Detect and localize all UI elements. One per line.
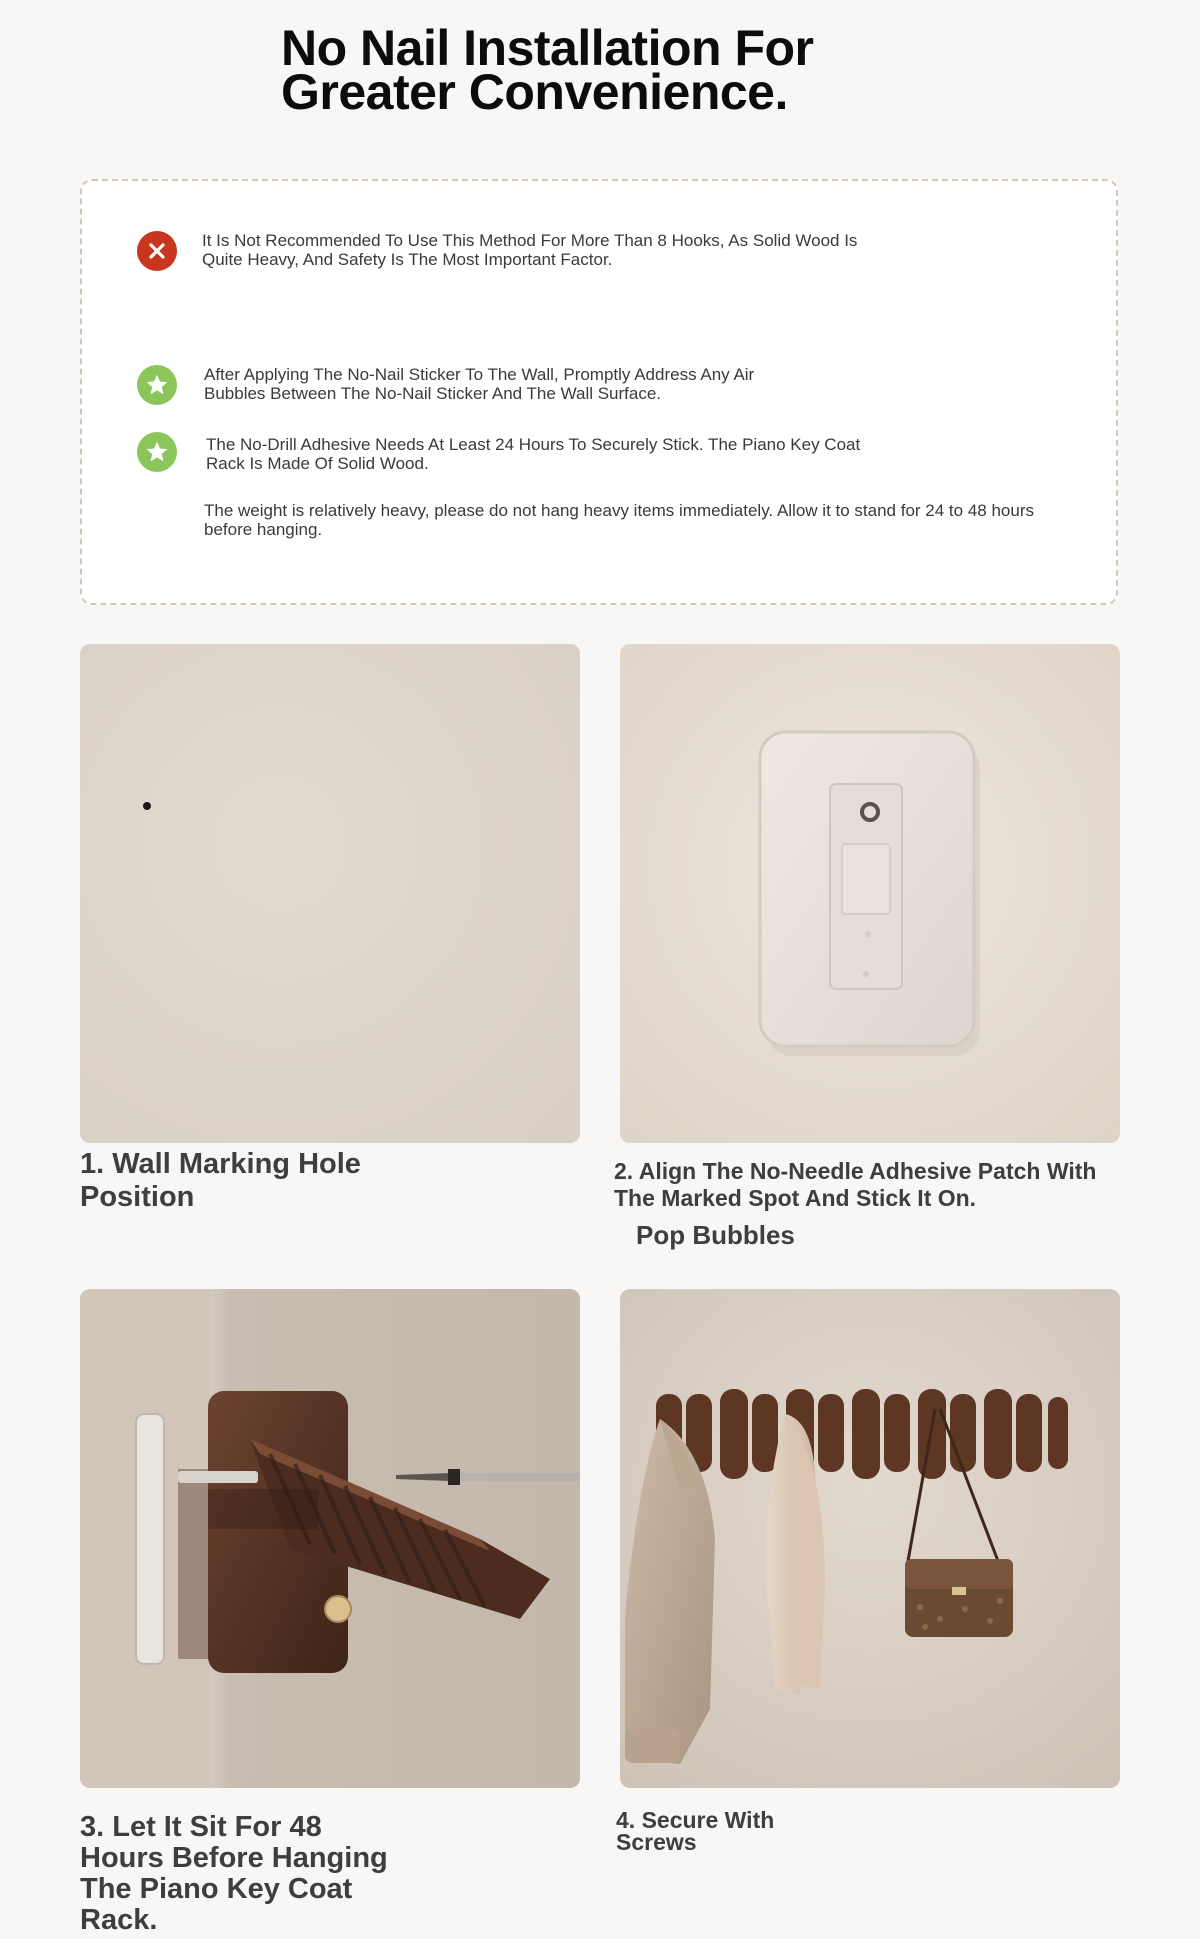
step-2-caption: 2. Align The No-Needle Adhesive Patch With The Marked Spot And Stick It On. (614, 1158, 1097, 1211)
page-title: No Nail Installation For Greater Convenience. (281, 20, 814, 120)
step-4-caption: 4. Secure With Screws (616, 1807, 775, 1855)
close-icon (137, 231, 177, 271)
step-1-caption: 1. Wall Marking Hole Position (80, 1148, 361, 1213)
installation-notice-box (80, 179, 1118, 605)
tip-text-2: The No-Drill Adhesive Needs At Least 24 Hours To Securely Stick. The Piano Key Coat Rack Is Made Of Solid Wood. (206, 435, 861, 473)
step-1-image (80, 644, 580, 1143)
wall-mark-dot (143, 802, 151, 810)
step-4-image (620, 1289, 1120, 1788)
step-3-image (80, 1289, 580, 1788)
tip-text-3: The weight is relatively heavy, please do not hang heavy items immediately. Allow it to stand for 24 to 48 hours before hanging. (204, 501, 1034, 539)
step-3-caption: 3. Let It Sit For 48 Hours Before Hanging The Piano Key Coat Rack. (80, 1811, 388, 1936)
step-2-image (620, 644, 1120, 1143)
step-2-subcaption: Pop Bubbles (636, 1220, 795, 1250)
tip-text-1: After Applying The No-Nail Sticker To The Wall, Promptly Address Any Air Bubbles Between The No-Nail Sticker And The Wall Surface. (204, 365, 755, 403)
star-icon (137, 432, 177, 472)
warning-text: It Is Not Recommended To Use This Method For More Than 8 Hooks, As Solid Wood Is Quite Heavy, And Safety Is The Most Important Factor. (202, 231, 858, 269)
adhesive-plate (136, 1414, 164, 1664)
star-icon (137, 365, 177, 405)
mounting-bolt (178, 1471, 258, 1483)
